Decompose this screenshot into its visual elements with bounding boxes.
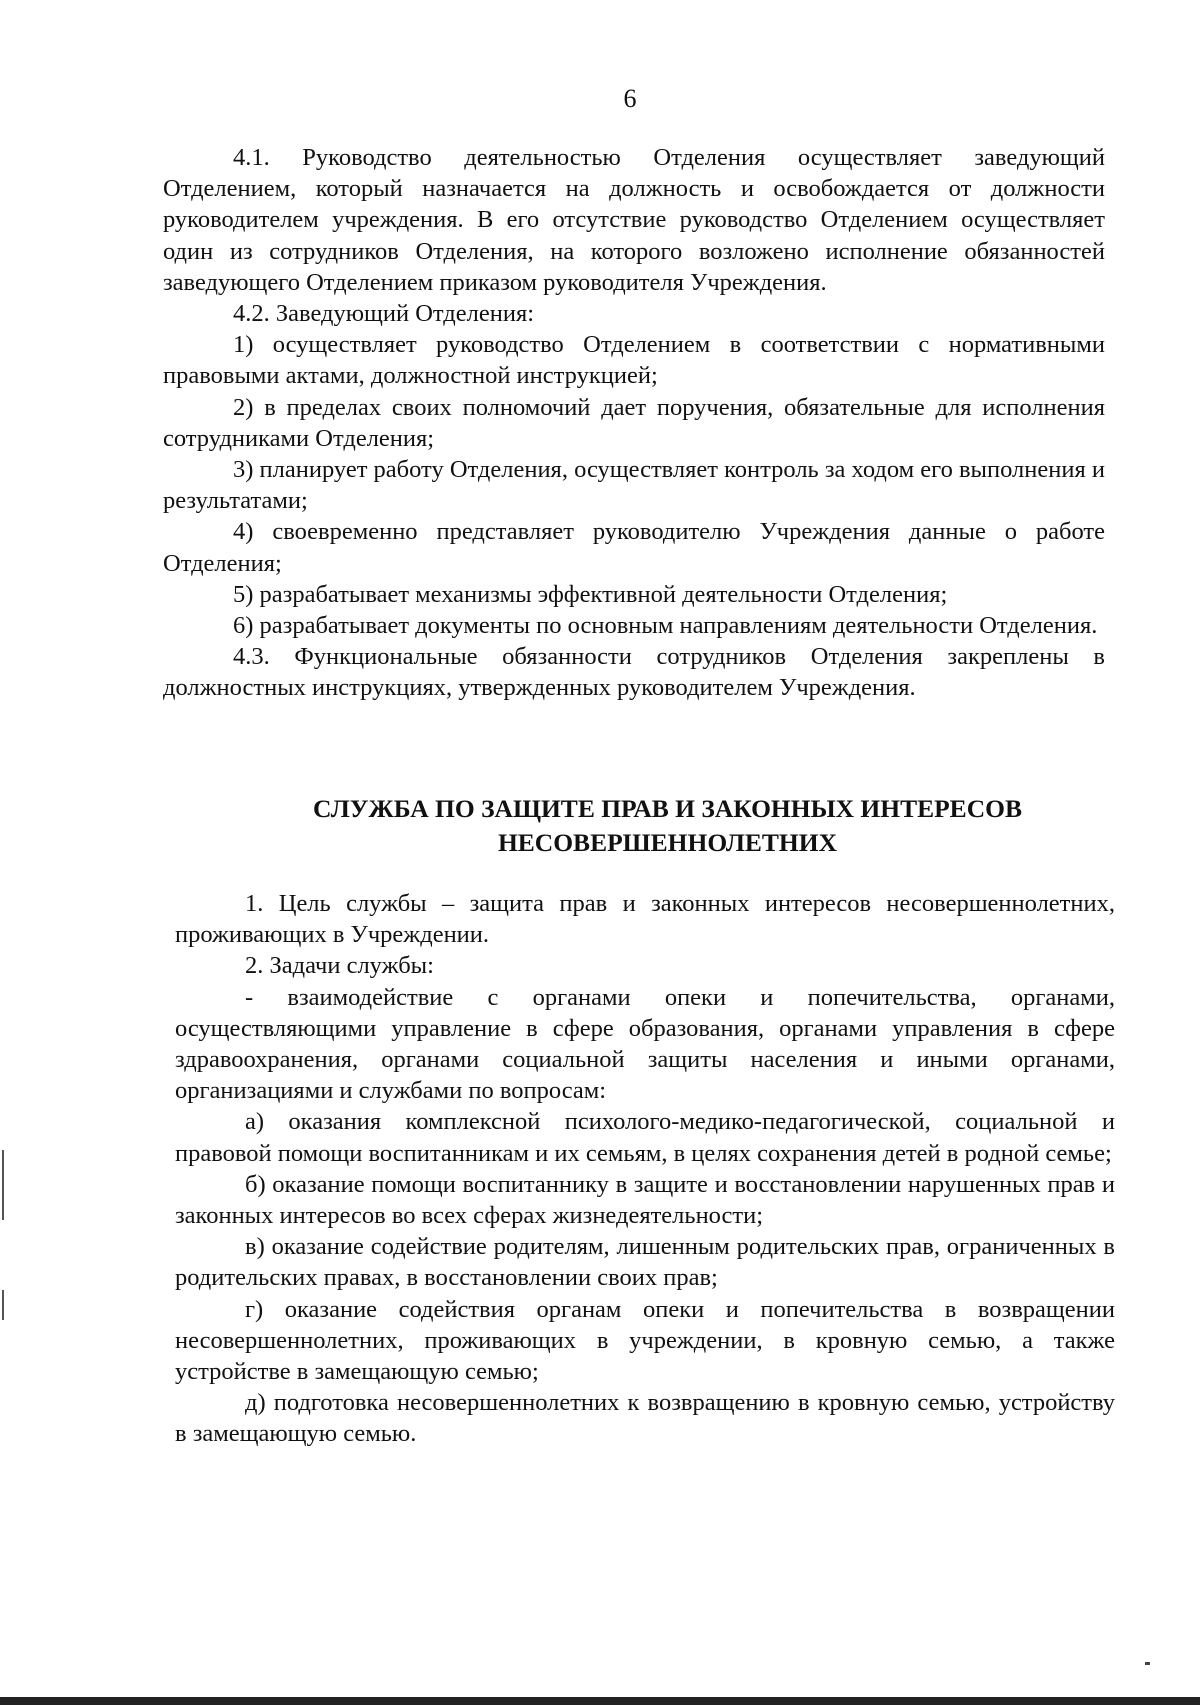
duty-item-1: 1) осуществляет руководство Отделением в соответствии с нормативными правовыми актами, должностной инструкцией; [163,331,1105,390]
section-heading-line-2: НЕСОВЕРШЕННОЛЕТНИХ [497,828,838,857]
section-heading-line-1: СЛУЖБА ПО ЗАЩИТЕ ПРАВ И ЗАКОННЫХ ИНТЕРЕСОВ [313,794,1022,823]
paragraph-4-1: 4.1. Руководство деятельностью Отделения осуществляет заведующий Отделением, который назначается на должность и освобождается от должности руководителем учреждения. В его отсутствие руководство Отделением осуществляет один из сотрудников Отделения, на которого возложено исполнение обязанностей заведующего Отделением приказом руководителя Учреждения. [163,144,1105,296]
department-management-section [163,142,1105,704]
task-interaction: - взаимодействие с органами опеки и попечительства, органами, осуществляющими управление в сфере образования, органами управления в сфере здравоохранения, органами социальной защиты населения и иными органами, организациями и службами по вопросам: [175,983,1115,1105]
page-number: 6 [623,84,637,113]
duty-item-2: 2) в пределах своих полномочий дает поручения, обязательные для исполнения сотрудниками Отделения; [163,393,1105,452]
task-item-d: д) подготовка несовершеннолетних к возвращению в кровную семью, устройству в замещающую семью. [175,1389,1115,1448]
service-goal: 1. Цель службы – защита прав и законных интересов несовершеннолетних, проживающих в Учреждении. [175,890,1115,949]
scan-edge-mark [2,1290,4,1320]
paragraph-4-2: 4.2. Заведующий Отделения: [233,300,535,328]
task-item-a: а) оказания комплексной психолого-медико-педагогической, социальной и правовой помощи воспитанникам и их семьям, в целях сохранения детей в родной семье; [175,1108,1115,1167]
rights-protection-section [175,888,1115,1450]
duty-item-5: 5) разрабатывает механизмы эффективной деятельности Отделения; [233,580,948,608]
duty-item-6: 6) разрабатывает документы по основным направлениям деятельности Отделения. [233,612,1098,640]
task-item-g: г) оказание содействия органам опеки и попечительства в возвращении несовершеннолетних, проживающих в учреждении, в кровную семью, а также устройстве в замещающую семью; [175,1295,1115,1386]
task-item-b: б) оказание помощи воспитаннику в защите и восстановлении нарушенных прав и законных интересов во всех сферах жизнедеятельности; [175,1170,1115,1230]
scan-bottom-edge [0,1697,1200,1705]
scan-edge-mark [2,1150,4,1220]
service-tasks-heading: 2. Задачи службы: [245,952,434,980]
paragraph-4-3: 4.3. Функциональные обязанности сотрудников Отделения закреплены в должностных инструкциях, утвержденных руководителем Учреждения. [163,643,1105,702]
duty-item-4: 4) своевременно представляет руководителю Учреждения данные о работе Отделения; [163,518,1105,577]
scan-speck [1145,1662,1150,1665]
section-heading [200,792,1135,860]
duty-item-3: 3) планирует работу Отделения, осуществляет контроль за ходом его выполнения и результатами; [163,456,1105,515]
task-item-v: в) оказание содействие родителям, лишенным родительских прав, ограниченных в родительских правах, в восстановлении своих прав; [175,1233,1115,1292]
